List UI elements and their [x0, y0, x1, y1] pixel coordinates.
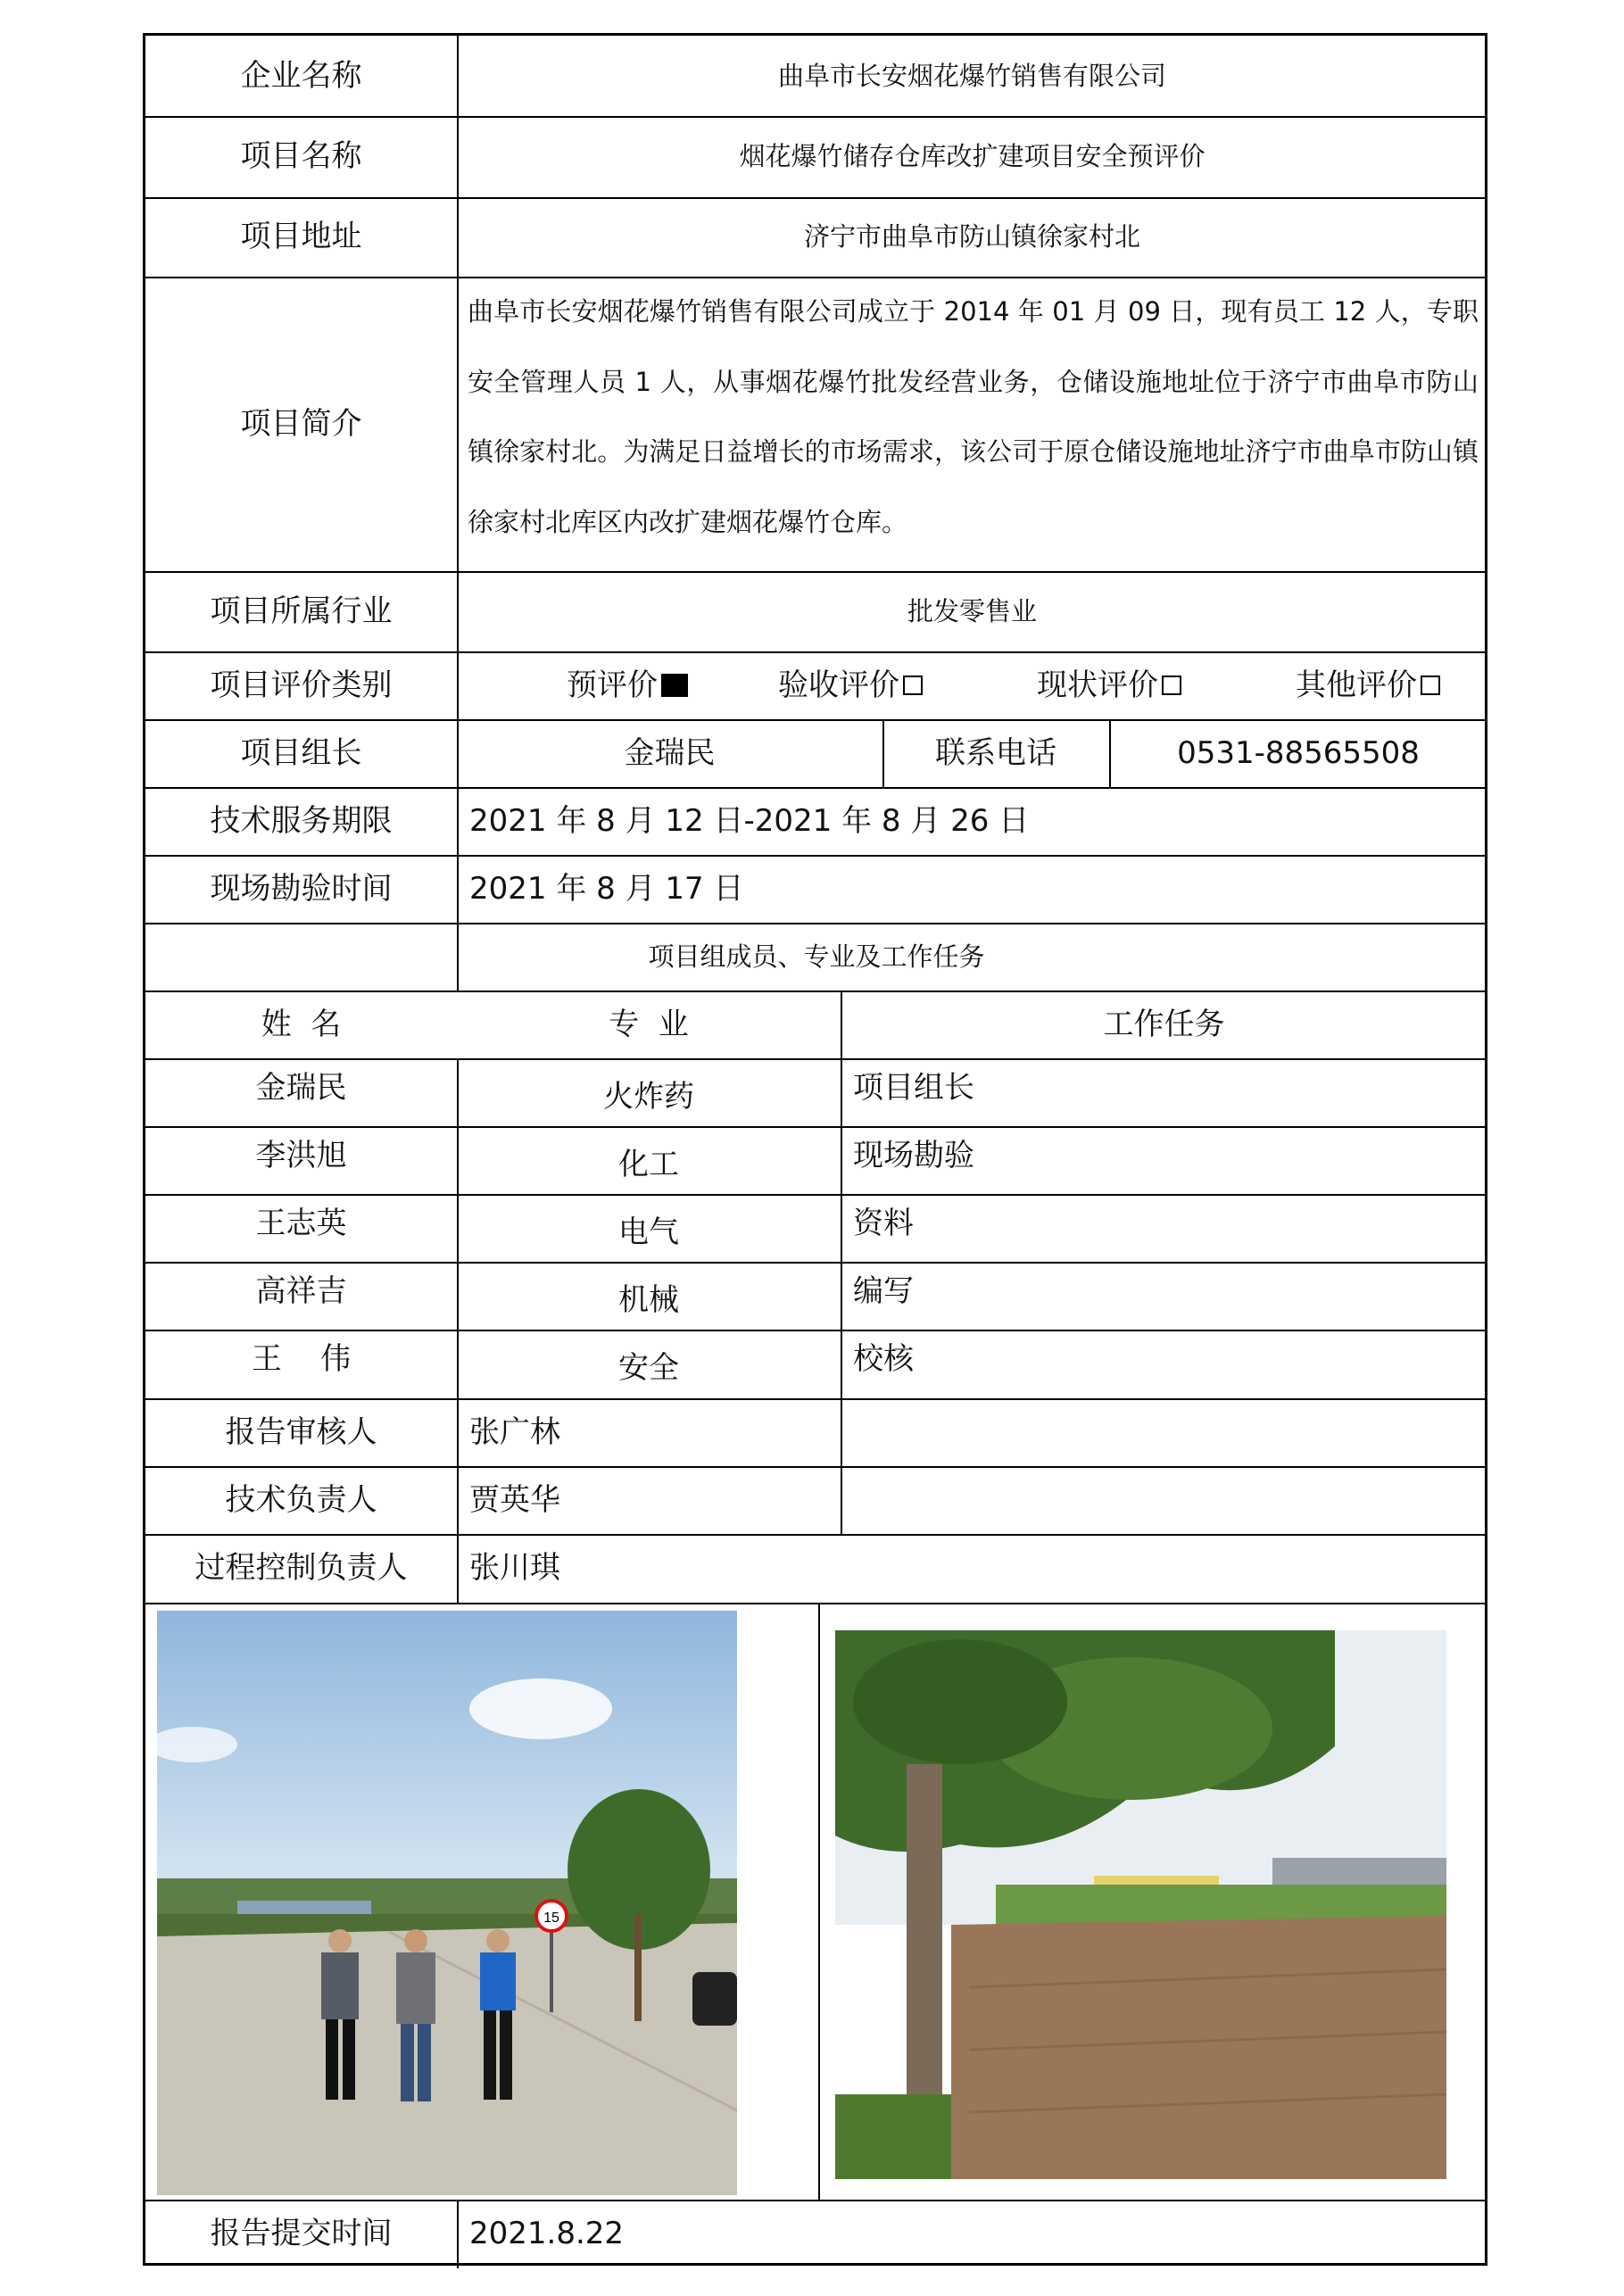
eval-option-label: 现状评价	[1037, 667, 1158, 703]
member-major: 火炸药	[603, 1078, 694, 1115]
site-field-photo	[835, 1630, 1446, 2179]
service-period-value: 2021 年 8 月 12 日-2021 年 8 月 26 日	[469, 802, 1030, 839]
survey-time-value: 2021 年 8 月 17 日	[469, 870, 744, 907]
submit-time-value: 2021.8.22	[469, 2216, 625, 2252]
eval-type-label: 项目评价类别	[210, 667, 393, 703]
leader-label: 项目组长	[240, 734, 362, 771]
member-name: 王志英	[255, 1205, 347, 1241]
team-header-name: 姓 名	[261, 1006, 342, 1042]
member-task: 编写	[853, 1272, 914, 1309]
evaluation-info-table	[143, 33, 1487, 2266]
team-section-title: 项目组成员、专业及工作任务	[648, 941, 985, 972]
industry-value: 批发零售业	[907, 595, 1037, 626]
member-name: 金瑞民	[255, 1069, 347, 1106]
team-header-major: 专 业	[609, 1006, 689, 1042]
tech-lead-label: 技术负责人	[225, 1481, 377, 1518]
project-address-label: 项目地址	[240, 219, 362, 255]
member-name: 王 伟	[251, 1340, 352, 1377]
eval-option-label: 其他评价	[1296, 667, 1417, 703]
project-address-value: 济宁市曲阜市防山镇徐家村北	[803, 221, 1140, 253]
member-name: 高祥吉	[255, 1272, 347, 1309]
process-lead-label: 过程控制负责人	[195, 1550, 408, 1587]
project-name-value: 烟花爆竹储存仓库改扩建项目安全预评价	[739, 141, 1206, 172]
company-label: 企业名称	[240, 57, 362, 94]
member-major: 电气	[618, 1214, 679, 1250]
unchecked-box-icon	[1421, 676, 1440, 695]
survey-time-label: 现场勘验时间	[210, 870, 393, 907]
reviewer-value: 张广林	[469, 1413, 560, 1450]
member-task: 资料	[853, 1205, 914, 1241]
member-task: 现场勘验	[853, 1137, 974, 1173]
site-team-photo	[157, 1611, 737, 2195]
phone-label: 联系电话	[935, 734, 1056, 771]
member-major: 安全	[618, 1349, 679, 1386]
eval-option-other[interactable]	[1261, 651, 1475, 719]
member-major: 化工	[618, 1146, 679, 1182]
leader-value: 金瑞民	[624, 734, 716, 771]
team-header-task: 工作任务	[1103, 1006, 1225, 1042]
member-task: 项目组长	[853, 1069, 974, 1106]
submit-time-label: 报告提交时间	[210, 2216, 393, 2252]
eval-option-label: 验收评价	[778, 667, 899, 703]
company-value: 曲阜市长安烟花爆竹销售有限公司	[777, 60, 1166, 91]
site-field-photo-drawing	[835, 1630, 1446, 2179]
eval-option-pre[interactable]	[520, 651, 734, 719]
phone-value: 0531-88565508	[1177, 734, 1420, 771]
tech-lead-value: 贾英华	[469, 1481, 560, 1518]
eval-option-status[interactable]	[1002, 651, 1216, 719]
eval-option-label: 预评价	[567, 667, 658, 703]
project-name-label: 项目名称	[240, 138, 362, 175]
reviewer-label: 报告审核人	[225, 1413, 377, 1450]
member-major: 机械	[618, 1281, 679, 1318]
member-task: 校核	[853, 1340, 914, 1377]
project-intro-label: 项目简介	[240, 405, 362, 442]
member-name: 李洪旭	[255, 1137, 347, 1173]
site-team-photo-drawing	[157, 1611, 737, 2195]
process-lead-value: 张川琪	[469, 1550, 560, 1587]
industry-label: 项目所属行业	[210, 593, 393, 629]
eval-option-acceptance[interactable]	[743, 651, 957, 719]
row-divider	[145, 1603, 1485, 1604]
speed-sign-number: 15	[543, 1911, 559, 1926]
checked-box-icon	[661, 674, 688, 697]
project-intro-text: 曲阜市长安烟花爆竹销售有限公司成立于 2014 年 01 月 09 日，现有员工 12 人，专职安全管理人员 1 人，从事烟花爆竹批发经营业务，仓储设施地址位于济宁市曲阜市防山镇徐家村北。为满足日益增长的市场需求，该公司于原仓储设施地址济宁市曲阜市防山镇徐家村北库区内改扩建烟花爆竹仓库。	[468, 296, 1479, 537]
unchecked-box-icon	[903, 676, 923, 695]
col-divider	[818, 1603, 820, 2200]
service-period-label: 技术服务期限	[210, 802, 393, 839]
unchecked-box-icon	[1162, 676, 1181, 695]
